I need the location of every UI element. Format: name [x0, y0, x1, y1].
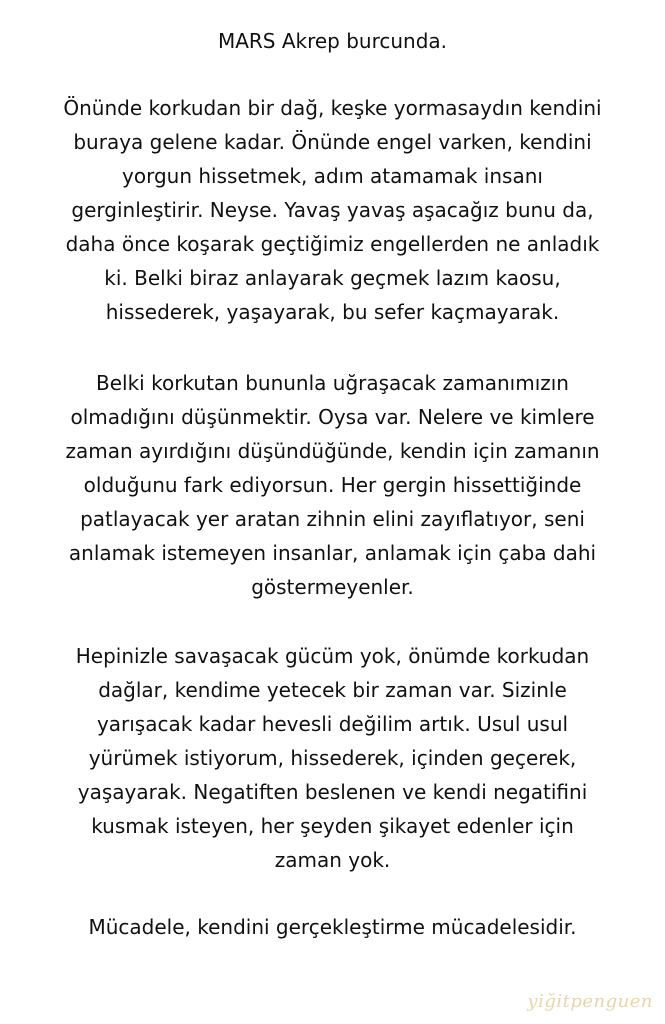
text-line: olmadığını düşünmektir. Oysa var. Nelere ve kimlere	[70, 405, 595, 429]
paragraph-3	[0, 639, 665, 877]
text-line: Önünde korkudan bir dağ, keşke yormasaydın kendini	[63, 96, 602, 120]
text-line: Hepinizle savaşacak gücüm yok, önümde korkudan	[75, 644, 590, 668]
text-line: hissederek, yaşayarak, bu sefer kaçmayarak.	[105, 300, 560, 324]
text-line: patlayacak yer aratan zihnin elini zayıflatıyor, seni	[80, 507, 585, 531]
text-line: zaman yok.	[274, 848, 391, 872]
text-line: buraya gelene kadar. Önünde engel varken, kendini	[73, 130, 592, 154]
watermark: yiğitpenguen	[527, 991, 653, 1012]
document-title: MARS Akrep burcunda.	[217, 29, 448, 53]
text-line: daha önce koşarak geçtiğimiz engellerden ne anladık	[65, 232, 600, 256]
text-line: yarışacak kadar hevesli değilim artık. Usul usul	[96, 712, 569, 736]
text-line: yaşayarak. Negatiften beslenen ve kendi negatifini	[77, 780, 588, 804]
text-line: Mücadele, kendini gerçekleştirme mücadelesidir.	[88, 915, 577, 939]
paragraph-1	[0, 91, 665, 329]
text-line: olduğunu fark ediyorsun. Her gergin hissettiğinde	[83, 473, 582, 497]
text-line: Belki korkutan bununla uğraşacak zamanımızın	[96, 371, 569, 395]
paragraph-4	[0, 910, 665, 944]
text-line: göstermeyenler.	[251, 575, 414, 599]
text-line: yorgun hissetmek, adım atamamak insanı	[122, 164, 543, 188]
text-line: anlamak istemeyen insanlar, anlamak için çaba dahi	[68, 541, 597, 565]
text-line: dağlar, kendime yetecek bir zaman var. Sizinle	[98, 678, 567, 702]
text-line: ki. Belki biraz anlayarak geçmek lazım kaosu,	[104, 266, 561, 290]
text-line: gerginleştirir. Neyse. Yavaş yavaş aşacağız bunu da,	[71, 198, 594, 222]
text-line: yürümek istiyorum, hissederek, içinden geçerek,	[88, 746, 577, 770]
paragraph-2	[0, 366, 665, 604]
text-line: zaman ayırdığını düşündüğünde, kendin için zamanın	[65, 439, 600, 463]
text-line: kusmak isteyen, her şeyden şikayet edenler için	[91, 814, 574, 838]
